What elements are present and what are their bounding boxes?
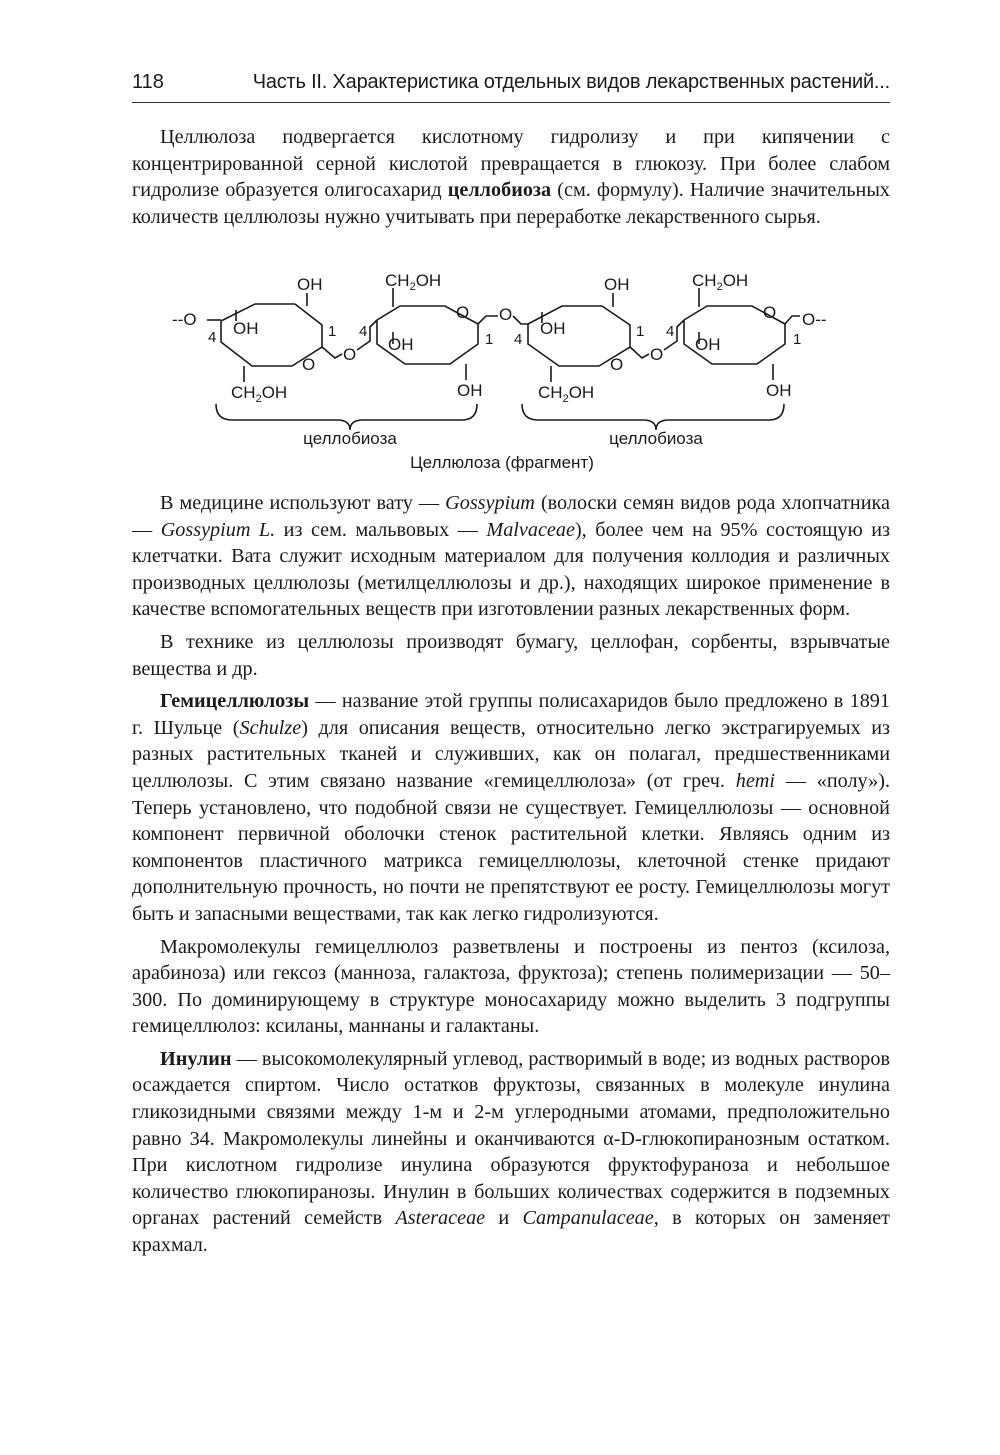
glycosidic-oxygen: O (343, 345, 357, 364)
running-header (132, 68, 890, 103)
hydroxyl-group: OH (388, 335, 414, 354)
intro-paragraph-block (132, 124, 890, 230)
cellulose-structural-formula (0, 262, 1000, 482)
glycosidic-link (322, 347, 342, 358)
glycosidic-link (630, 347, 649, 358)
ring-oxygen: O (456, 303, 470, 322)
formula-atom-labels (172, 271, 827, 405)
locant-1: 1 (485, 331, 494, 348)
term-hemicellulose: Гемицеллюлозы (160, 690, 310, 713)
term-inulin: Инулин (160, 1047, 232, 1070)
term-cellobiose: целлобиоза (447, 179, 552, 202)
hydroxyl-group: OH (695, 335, 721, 354)
glycosidic-oxygen: O (650, 345, 664, 364)
chain-end-right: O-- (802, 310, 827, 329)
locant-4: 4 (514, 331, 523, 348)
label-cellobiose-2: целлобиоза (609, 429, 703, 448)
page-number: 118 (132, 71, 164, 93)
ring-oxygen: O (302, 355, 316, 374)
paragraph-inulin: Инулин — высокомолекулярный углевод, растворимый в воде; из водных растворов осаждается спиртом. Число остатков фруктозы, связанных в молекуле инулина гликозидными связями между 1-м и 2-м углеродными атомами, предположительно равно 34. Макромолекулы линейны и оканчиваются α-D-глюкопиранозным остатком. При кислотном гидролизе инулина образуются фруктофураноза и небольшое количество глюкопиранозы. Инулин в больших количествах содержится в подземных органах растений семейств Asteraceae и Campanulaceae, в которых он заменяет крахмал. (132, 1047, 890, 1257)
cellobiose-braces (216, 404, 784, 472)
ring-oxygen: O (610, 355, 624, 374)
hydroxymethyl-group: $CH_2OH$ (538, 383, 595, 405)
paragraph-macromolecules: Макромолекулы гемицеллюлоз разветвлены и построены из пентоз (ксилоза, арабиноза) или гексоз (манноза, галактоза, фруктоза); степень полимеризации — 50–300. По доминирующему в структуре моносахариду можно выделить 3 подгруппы гемицеллюлоз: ксиланы, маннаны и галактаны. (132, 935, 890, 1038)
running-title: Часть II. Характеристика отдельных видов лекарственных растений... (252, 71, 890, 93)
brace-cellobiose-2 (522, 404, 784, 430)
hydroxyl-group: OH (457, 381, 483, 400)
locant-1: 1 (793, 331, 802, 348)
glycosidic-link (478, 316, 498, 324)
brace-cellobiose-1 (216, 404, 477, 430)
hydroxymethyl-group: $CH_2OH$ (231, 383, 288, 405)
locant-1: 1 (636, 323, 645, 340)
chain-end-left: --O (172, 310, 197, 329)
glycosidic-link (785, 316, 800, 324)
formula-caption: Целлюлоза (фрагмент) (410, 453, 594, 472)
paragraph-hemicellulose: Гемицеллюлозы — название этой группы полисахаридов было предложено в 1891 г. Шульце (Schulze) для описания веществ, относительно легко экстрагируемых из разных растительных тканей и служивших, как он полагал, предшественниками целлюлозы. С этим связано название «гемицеллюлоза» (от греч. hemi — «полу»). Теперь установлено, что подобной связи не существует. Гемицеллюлозы — основной компонент первичной оболочки стенок растительной клетки. Являясь одним из компонентов пластичного матрикса гемицеллюлозы, клеточной стенке придают дополнительную прочность, но почти не препятствуют ее росту. Гемицеллюлозы могут быть и запасными веществами, так как легко гидролизуются. (132, 690, 891, 925)
locant-4: 4 (359, 323, 368, 340)
ring-oxygen: O (763, 303, 777, 322)
hydroxyl-group: OH (766, 381, 792, 400)
label-cellobiose-1: целлобиоза (303, 429, 397, 448)
glycosidic-link (513, 316, 528, 324)
paragraph-cellulose-hydrolysis: Целлюлоза подвергается кислотному гидролизу и при кипячении с концентрированной серной кислотой превращается в глюкозу. При более слабом гидролизе образуется олигосахарид целлобиоза (см. формулу). Наличие значительных количеств целлюлозы нужно учитывать при переработке лекарственного сырья. (132, 126, 890, 228)
paragraph-medicine: В медицине используют вату — Gossypium (волоски семян видов рода хлопчатника — Gossypium L. из сем. мальвовых — Malvaceae), более чем на 95% состоящую из клетчатки. Вата служит исходным материалом для получения коллодия и различных производных целлюлозы (метилцеллюлозы и др.), находящих широкое применение в качестве вспомогательных веществ при изготовлении разных лекарственных форм. (132, 492, 891, 621)
hydroxyl-group: OH (297, 275, 323, 294)
locant-1: 1 (328, 323, 337, 340)
hydroxyl-group: OH (233, 319, 259, 338)
locant-4: 4 (666, 323, 675, 340)
glycosidic-oxygen: O (499, 305, 513, 324)
paragraph-technique: В технике из целлюлозы производят бумагу, целлофан, сорбенты, взрывчатые вещества и др. (132, 630, 890, 680)
hydroxyl-group: OH (540, 319, 566, 338)
hydroxymethyl-group: $CH_2OH$ (385, 271, 442, 293)
hydroxyl-group: OH (604, 275, 630, 294)
hydroxymethyl-group: $CH_2OH$ (692, 271, 749, 293)
body-text (132, 490, 890, 1259)
locant-4: 4 (208, 329, 217, 346)
